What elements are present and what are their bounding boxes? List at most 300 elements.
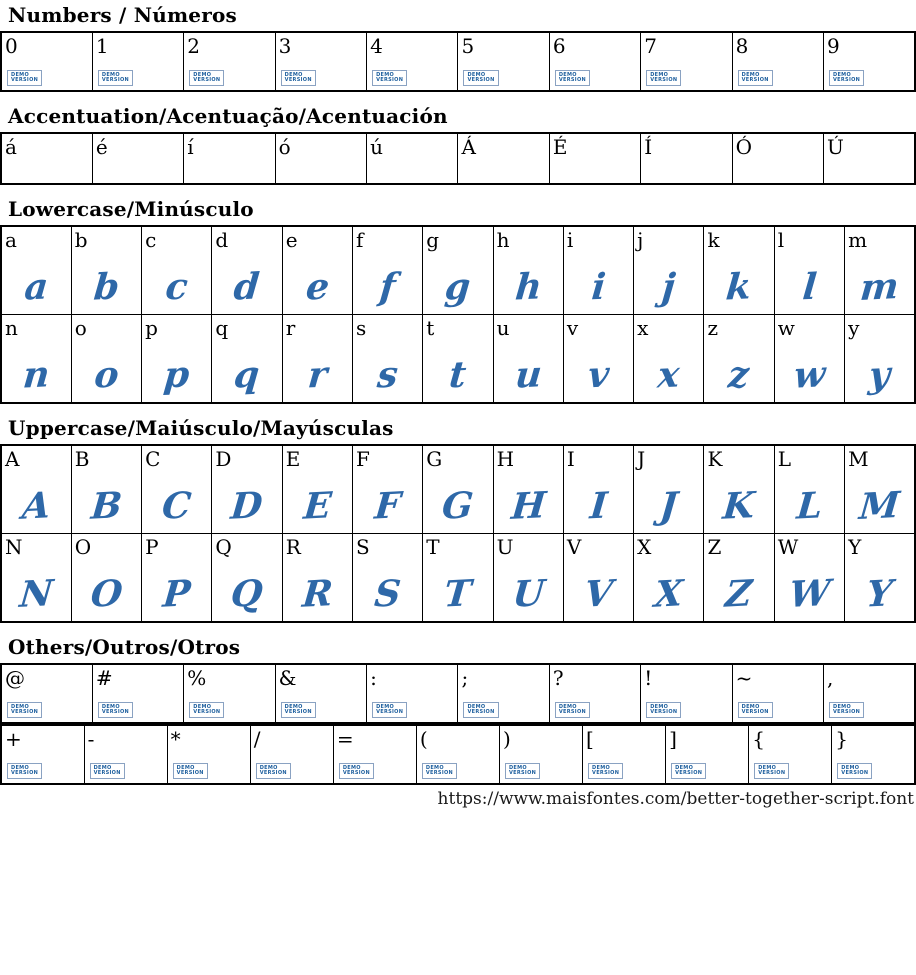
char-label: 0 xyxy=(5,34,18,58)
char-cell xyxy=(142,534,212,623)
script-glyph: V xyxy=(582,572,615,616)
demo-badge-line2: VERSION xyxy=(558,77,586,83)
char-cell xyxy=(774,445,844,534)
char-label: é xyxy=(95,135,108,159)
script-glyph: i xyxy=(589,265,608,309)
char-label: z xyxy=(707,316,719,340)
script-glyph: M xyxy=(857,483,902,529)
char-cell xyxy=(824,664,915,723)
char-cell xyxy=(824,133,915,184)
char-cell xyxy=(423,315,493,404)
char-label: ] xyxy=(669,727,677,751)
script-glyph: W xyxy=(787,571,832,617)
demo-badge-line1: DEMO xyxy=(467,704,486,710)
char-label: v xyxy=(566,316,579,340)
demo-badge-line2: VERSION xyxy=(11,77,39,83)
char-cell xyxy=(275,133,366,184)
char-label: Ó xyxy=(735,135,753,159)
demo-version-badge xyxy=(671,763,706,779)
char-label: u xyxy=(496,316,510,340)
char-label: ú xyxy=(370,135,383,159)
script-glyph: s xyxy=(375,353,400,397)
demo-badge-line1: DEMO xyxy=(259,765,278,771)
demo-version-badge xyxy=(738,702,773,718)
table-row xyxy=(1,534,915,623)
uppercase-table xyxy=(0,444,916,623)
table-row xyxy=(1,445,915,534)
script-glyph: R xyxy=(300,572,335,616)
char-label: V xyxy=(566,535,582,559)
char-cell xyxy=(563,445,633,534)
char-label: * xyxy=(170,727,181,751)
demo-badge-line2: VERSION xyxy=(675,770,703,776)
demo-version-badge xyxy=(98,70,133,86)
others-table xyxy=(0,724,916,785)
demo-version-badge xyxy=(505,763,540,779)
section-title-accentuation: Accentuation/Acentuação/Acentuación xyxy=(8,104,448,128)
script-glyph: l xyxy=(800,265,819,309)
demo-badge-line1: DEMO xyxy=(741,704,760,710)
script-glyph: x xyxy=(656,353,682,397)
demo-badge-line1: DEMO xyxy=(342,765,361,771)
char-label: y xyxy=(848,316,860,340)
table-row xyxy=(1,725,915,784)
char-label: c xyxy=(145,228,157,252)
char-cell xyxy=(250,725,333,784)
script-glyph: r xyxy=(305,353,329,397)
demo-badge-line2: VERSION xyxy=(425,770,454,776)
char-label: q xyxy=(215,316,229,340)
char-cell xyxy=(845,226,915,315)
char-cell xyxy=(1,226,71,315)
char-label: ( xyxy=(419,727,428,751)
char-label: 6 xyxy=(552,34,566,58)
char-cell xyxy=(641,664,732,723)
script-glyph: w xyxy=(791,353,827,397)
script-glyph: b xyxy=(91,265,121,309)
section-title-others: Others/Outros/Otros xyxy=(8,635,241,659)
script-glyph: C xyxy=(160,484,193,528)
char-cell xyxy=(832,725,915,784)
demo-version-badge xyxy=(98,702,133,718)
char-cell xyxy=(84,725,167,784)
script-glyph: A xyxy=(20,484,53,528)
char-cell xyxy=(732,32,823,91)
char-cell xyxy=(352,226,422,315)
char-cell xyxy=(282,315,352,404)
demo-badge-line1: DEMO xyxy=(425,765,444,771)
char-label: E xyxy=(285,447,301,471)
demo-badge-line1: DEMO xyxy=(376,704,395,710)
char-label: / xyxy=(253,727,261,751)
char-cell xyxy=(634,315,704,404)
demo-badge-line2: VERSION xyxy=(284,709,312,715)
char-cell xyxy=(212,534,282,623)
script-glyph: P xyxy=(161,572,193,616)
char-label: b xyxy=(74,228,88,252)
demo-badge-line2: VERSION xyxy=(284,77,312,83)
script-glyph: B xyxy=(89,484,124,528)
script-glyph: E xyxy=(301,484,333,528)
demo-version-badge xyxy=(7,70,42,86)
script-glyph: q xyxy=(232,353,262,397)
char-label: 7 xyxy=(644,34,657,58)
demo-badge-line1: DEMO xyxy=(11,704,29,710)
numbers-table xyxy=(0,31,916,92)
char-cell xyxy=(367,133,458,184)
demo-badge-line2: VERSION xyxy=(741,77,769,83)
char-cell xyxy=(92,664,183,723)
char-label: 1 xyxy=(95,34,109,58)
char-cell xyxy=(704,226,774,315)
char-cell xyxy=(1,725,84,784)
char-label: 8 xyxy=(735,34,749,58)
char-label: G xyxy=(426,447,443,471)
char-cell xyxy=(666,725,749,784)
script-glyph: N xyxy=(17,572,55,616)
char-label: a xyxy=(5,228,17,252)
demo-version-badge xyxy=(837,763,872,779)
font-page-url: https://www.maisfontes.com/better-together-script.font xyxy=(437,789,914,809)
char-label: m xyxy=(848,228,868,252)
table-row xyxy=(1,133,915,184)
char-cell xyxy=(634,226,704,315)
char-cell xyxy=(71,315,141,404)
char-label: 9 xyxy=(827,34,840,58)
demo-badge-line1: DEMO xyxy=(284,704,303,710)
demo-badge-line2: VERSION xyxy=(176,770,204,776)
char-cell xyxy=(458,133,549,184)
script-glyph: d xyxy=(232,265,262,309)
char-label: F xyxy=(355,447,370,471)
demo-badge-line1: DEMO xyxy=(101,72,120,78)
char-label: 4 xyxy=(370,34,383,58)
char-label: B xyxy=(74,447,90,471)
char-label: j xyxy=(637,228,644,252)
char-label: Á xyxy=(461,135,476,159)
char-label: - xyxy=(87,727,95,751)
char-label: X xyxy=(637,535,652,559)
demo-version-badge xyxy=(463,702,498,718)
char-label: i xyxy=(566,228,574,252)
char-label: @ xyxy=(5,666,25,690)
demo-version-badge xyxy=(588,763,623,779)
char-cell xyxy=(333,725,416,784)
char-label: 2 xyxy=(187,34,201,58)
char-label: í xyxy=(187,135,194,159)
char-label: T xyxy=(426,535,440,559)
char-cell xyxy=(641,133,732,184)
demo-badge-line2: VERSION xyxy=(101,77,130,83)
char-label: á xyxy=(5,135,17,159)
demo-badge-line2: VERSION xyxy=(741,709,769,715)
script-glyph: j xyxy=(660,265,678,309)
char-label: É xyxy=(552,135,568,159)
char-label: o xyxy=(74,316,87,340)
char-label: } xyxy=(835,727,849,751)
char-cell xyxy=(1,32,92,91)
script-glyph: T xyxy=(442,572,474,616)
char-label: I xyxy=(566,447,575,471)
char-cell xyxy=(367,664,458,723)
char-cell xyxy=(563,315,633,404)
demo-badge-line2: VERSION xyxy=(193,709,221,715)
demo-badge-line1: DEMO xyxy=(467,72,486,78)
demo-badge-line2: VERSION xyxy=(467,709,495,715)
char-label: K xyxy=(707,447,723,471)
table-row xyxy=(1,664,915,723)
others-table xyxy=(0,663,916,724)
demo-badge-line1: DEMO xyxy=(758,765,777,771)
char-cell xyxy=(641,32,732,91)
char-cell xyxy=(416,725,499,784)
char-label: : xyxy=(370,666,377,690)
script-glyph: h xyxy=(513,265,544,309)
char-label: ; xyxy=(461,666,469,690)
demo-version-badge xyxy=(463,70,498,86)
char-label: Q xyxy=(215,535,232,559)
char-label: # xyxy=(95,666,113,690)
char-label: Z xyxy=(707,535,722,559)
demo-version-badge xyxy=(646,70,681,86)
char-label: t xyxy=(426,316,435,340)
char-cell xyxy=(458,664,549,723)
char-label: Ú xyxy=(827,135,844,159)
char-cell xyxy=(583,725,666,784)
demo-badge-line1: DEMO xyxy=(193,72,212,78)
char-label: , xyxy=(827,666,834,690)
char-label: + xyxy=(5,727,22,751)
demo-badge-line1: DEMO xyxy=(176,765,195,771)
demo-version-badge xyxy=(281,702,316,718)
demo-badge-line1: DEMO xyxy=(284,72,303,78)
char-cell xyxy=(352,315,422,404)
script-glyph: F xyxy=(372,484,403,528)
char-label: U xyxy=(496,535,514,559)
char-cell xyxy=(732,133,823,184)
char-cell xyxy=(212,445,282,534)
char-cell xyxy=(549,32,640,91)
char-cell xyxy=(1,133,92,184)
char-cell xyxy=(367,32,458,91)
demo-badge-line2: VERSION xyxy=(841,770,869,776)
char-label: { xyxy=(752,727,765,751)
char-label: 3 xyxy=(278,34,292,58)
char-cell xyxy=(774,226,844,315)
demo-badge-line1: DEMO xyxy=(558,72,577,78)
char-label: k xyxy=(707,228,720,252)
demo-badge-line2: VERSION xyxy=(11,770,39,776)
script-glyph: K xyxy=(721,484,757,528)
char-label: n xyxy=(5,316,18,340)
char-label: S xyxy=(355,535,370,559)
char-cell xyxy=(493,445,563,534)
char-cell xyxy=(142,226,212,315)
demo-version-badge xyxy=(372,70,407,86)
char-label: p xyxy=(145,316,158,340)
script-glyph: g xyxy=(443,265,473,309)
demo-version-badge xyxy=(173,763,208,779)
section-title-uppercase: Uppercase/Maiúsculo/Mayúsculas xyxy=(8,416,394,440)
demo-badge-line2: VERSION xyxy=(376,77,404,83)
char-cell xyxy=(774,315,844,404)
char-label: 5 xyxy=(461,34,475,58)
script-glyph: v xyxy=(586,353,611,397)
char-label: ó xyxy=(278,135,291,159)
script-glyph: H xyxy=(509,484,548,528)
script-glyph: z xyxy=(726,353,752,397)
char-label: Y xyxy=(848,535,862,559)
char-cell xyxy=(824,32,915,91)
char-cell xyxy=(92,32,183,91)
char-cell xyxy=(634,534,704,623)
char-cell xyxy=(184,664,275,723)
char-label: D xyxy=(215,447,232,471)
demo-badge-line1: DEMO xyxy=(833,704,852,710)
char-cell xyxy=(423,534,493,623)
char-cell xyxy=(493,315,563,404)
demo-version-badge xyxy=(7,702,42,718)
script-glyph: I xyxy=(588,484,609,528)
script-glyph: G xyxy=(440,484,476,528)
char-label: ) xyxy=(502,727,511,751)
script-glyph: m xyxy=(858,265,901,309)
demo-badge-line2: VERSION xyxy=(342,770,370,776)
char-cell xyxy=(423,445,493,534)
char-cell xyxy=(275,32,366,91)
demo-version-badge xyxy=(555,70,590,86)
char-label: A xyxy=(5,447,20,471)
char-cell xyxy=(563,226,633,315)
char-cell xyxy=(275,664,366,723)
char-cell xyxy=(184,32,275,91)
char-label: H xyxy=(496,447,515,471)
script-glyph: J xyxy=(658,484,680,528)
demo-badge-line2: VERSION xyxy=(467,77,495,83)
char-cell xyxy=(845,445,915,534)
char-cell xyxy=(704,534,774,623)
script-glyph: a xyxy=(22,265,50,309)
char-label: N xyxy=(5,535,23,559)
table-row xyxy=(1,226,915,315)
accentuation-table xyxy=(0,132,916,185)
script-glyph: O xyxy=(88,572,125,616)
char-cell xyxy=(142,445,212,534)
char-cell xyxy=(282,534,352,623)
char-label: [ xyxy=(586,727,594,751)
script-glyph: t xyxy=(447,353,469,397)
char-label: Í xyxy=(644,135,653,159)
script-glyph: S xyxy=(372,572,403,616)
char-label: ? xyxy=(552,666,564,690)
demo-version-badge xyxy=(829,702,864,718)
demo-badge-line2: VERSION xyxy=(259,770,287,776)
char-cell xyxy=(704,445,774,534)
char-label: P xyxy=(145,535,159,559)
script-glyph: f xyxy=(377,265,398,309)
script-glyph: Q xyxy=(229,572,265,616)
script-glyph: L xyxy=(794,484,824,528)
script-glyph: k xyxy=(724,265,754,309)
demo-version-badge xyxy=(256,763,291,779)
char-cell xyxy=(499,725,582,784)
table-row xyxy=(1,315,915,404)
char-cell xyxy=(458,32,549,91)
char-cell xyxy=(1,534,71,623)
char-label: l xyxy=(777,228,785,252)
char-cell xyxy=(845,534,915,623)
char-label: ~ xyxy=(735,666,753,690)
demo-version-badge xyxy=(829,70,864,86)
char-cell xyxy=(71,226,141,315)
char-cell xyxy=(423,226,493,315)
lowercase-table xyxy=(0,225,916,404)
script-glyph: X xyxy=(652,572,685,616)
char-cell xyxy=(749,725,832,784)
char-label: d xyxy=(215,228,229,252)
char-cell xyxy=(352,445,422,534)
demo-badge-line1: DEMO xyxy=(833,72,852,78)
char-label: f xyxy=(355,228,364,252)
script-glyph: o xyxy=(92,353,121,397)
demo-badge-line1: DEMO xyxy=(11,72,29,78)
char-label: e xyxy=(285,228,298,252)
demo-badge-line2: VERSION xyxy=(650,709,678,715)
demo-badge-line1: DEMO xyxy=(558,704,577,710)
demo-badge-line2: VERSION xyxy=(558,709,586,715)
char-cell xyxy=(71,534,141,623)
char-cell xyxy=(1,664,92,723)
demo-version-badge xyxy=(738,70,773,86)
demo-badge-line1: DEMO xyxy=(741,72,760,78)
char-label: % xyxy=(187,666,207,690)
char-cell xyxy=(774,534,844,623)
script-glyph: y xyxy=(867,353,892,397)
demo-version-badge xyxy=(339,763,374,779)
char-cell xyxy=(282,226,352,315)
demo-badge-line1: DEMO xyxy=(376,72,395,78)
demo-badge-line1: DEMO xyxy=(650,704,669,710)
demo-version-badge xyxy=(281,70,316,86)
char-cell xyxy=(549,664,640,723)
font-specimen-page xyxy=(0,3,916,810)
demo-version-badge xyxy=(555,702,590,718)
demo-badge-line1: DEMO xyxy=(650,72,669,78)
char-label: J xyxy=(637,447,646,471)
demo-version-badge xyxy=(372,702,407,718)
demo-badge-line1: DEMO xyxy=(675,765,694,771)
script-glyph: e xyxy=(303,265,331,309)
char-cell xyxy=(282,445,352,534)
char-cell xyxy=(167,725,250,784)
demo-version-badge xyxy=(7,763,42,779)
char-cell xyxy=(549,133,640,184)
char-cell xyxy=(634,445,704,534)
char-cell xyxy=(184,133,275,184)
char-label: ! xyxy=(644,666,653,690)
demo-version-badge xyxy=(754,763,789,779)
char-label: R xyxy=(285,535,301,559)
demo-badge-line2: VERSION xyxy=(758,770,786,776)
char-cell xyxy=(1,315,71,404)
script-glyph: U xyxy=(510,572,546,616)
demo-badge-line2: VERSION xyxy=(592,770,620,776)
demo-badge-line2: VERSION xyxy=(376,709,404,715)
script-glyph: Z xyxy=(724,572,755,616)
demo-badge-line1: DEMO xyxy=(841,765,860,771)
demo-badge-line2: VERSION xyxy=(833,77,861,83)
char-label: g xyxy=(426,228,440,252)
